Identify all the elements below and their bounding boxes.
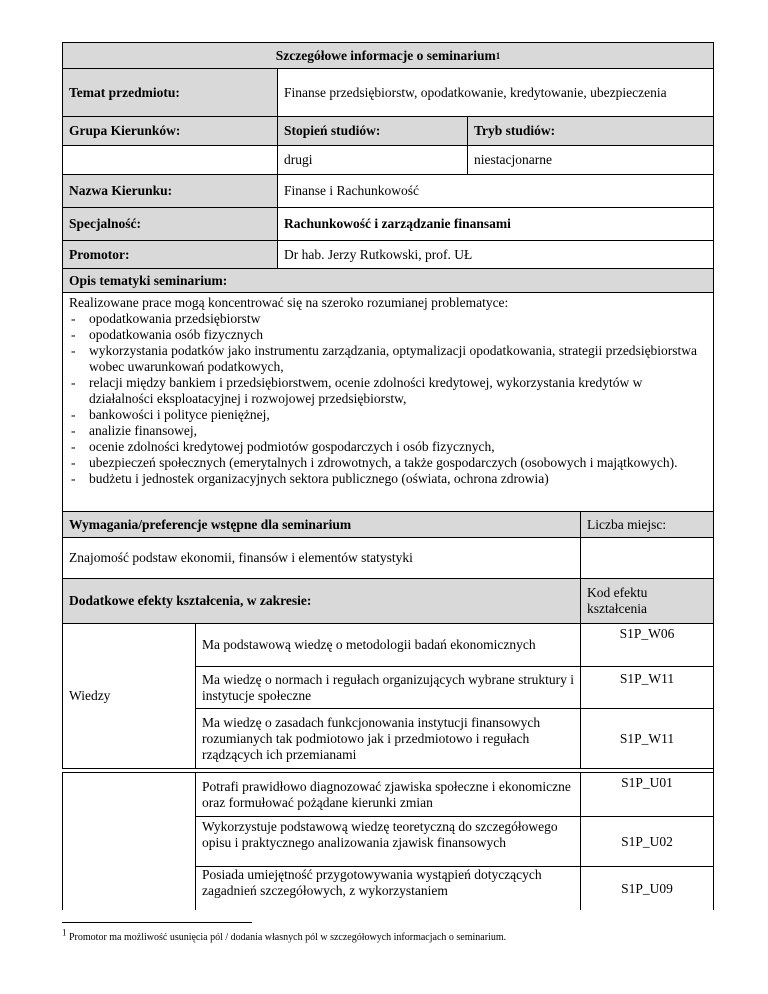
opis-intro: Realizowane prace mogą koncentrować się na szeroko rozumianej problematyce: [69,295,509,310]
wiedza-category-cell [62,623,195,768]
tryb-value-cell [467,145,713,174]
kierunek-label: Nazwa Kierunku: [69,183,173,198]
efekt-code: S1P_W06 [619,626,675,641]
tryb-value: niestacjonarne [474,152,552,167]
tryb-label-cell [467,116,713,145]
temat-label-cell [62,68,277,116]
table-row [195,772,580,816]
wymagania-value: Znajomość podstaw ekonomii, finansów i elementów statystyki [69,550,413,565]
list-item: - opodatkowania osób fizycznych [69,327,707,343]
temat-value-cell [277,68,713,116]
efekty-label-cell [62,578,580,623]
opis-label-cell [62,268,713,292]
specjalnosc-label: Specjalność: [69,216,141,231]
efekt-code: S1P_W11 [619,671,675,686]
table-right-border [713,42,714,910]
grupa-label-cell [62,116,277,145]
wymagania-label: Wymagania/preferencje wstępne dla seminarium [69,516,352,532]
promotor-value-cell [277,240,713,268]
stopien-label-cell [277,116,467,145]
efekt-code: S1P_U01 [621,775,673,790]
footnote-text: Promotor ma możliwość usunięcia pól / dodania własnych pól w szczegółowych informacjach o seminarium. [69,932,507,943]
table-row-code [580,666,713,708]
grupa-empty-cell [62,145,277,174]
wymagania-label-cell [62,511,580,537]
umiejetnosci-category-cell [62,772,195,910]
efekt-code: S1P_U02 [621,833,673,849]
liczba-miejsc-label: Liczba miejsc: [587,516,667,532]
efekty-label: Dodatkowe efekty kształcenia, w zakresie: [69,593,312,608]
table-row-code [580,816,713,866]
footnote [62,927,507,944]
kod-efektu-cell [580,578,713,623]
opis-list [69,311,707,487]
stopien-value: drugi [284,152,313,167]
list-item: - wykorzystania podatków jako instrumentu zarządzania, optymalizacji opodatkowania, strategii przedsiębiorstwa wobec uwarunkowań podatkowych, [69,343,707,375]
kod-efektu-label: Kod efektu kształcenia [587,585,648,616]
efekt-text: Wykorzystuje podstawową wiedzę teoretyczną do szczegółowego opisu i praktycznego analizowania zjawisk finansowych [202,819,558,850]
kierunek-label-cell [62,174,277,207]
stopien-label: Stopień studiów: [284,123,381,138]
list-item: - opodatkowania przedsiębiorstw [69,311,707,327]
kierunek-value-cell [277,174,713,207]
efekt-code: S1P_U09 [621,881,673,896]
table-row [195,816,580,866]
efekt-text: Ma podstawową wiedzę o metodologii badań ekonomicznych [202,637,536,652]
table-row-code [580,772,713,816]
opis-label: Opis tematyki seminarium: [69,273,228,288]
specjalnosc-value-cell [277,207,713,240]
promotor-label-cell [62,240,277,268]
table-row-code [580,866,713,910]
wymagania-value-cell [62,537,580,578]
wiedza-label: Wiedzy [69,688,111,703]
table-title: Szczegółowe informacje o seminarium [275,47,496,63]
table-row [195,623,580,666]
table-row [195,666,580,708]
efekt-text: Ma wiedzę o normach i regułach organizujących wybrane struktury i instytucje społeczne [202,671,574,703]
promotor-label: Promotor: [69,246,130,262]
kierunek-value: Finanse i Rachunkowość [284,183,419,198]
list-item: - budżetu i jednostek organizacyjnych sektora publicznego (oświata, ochrona zdrowia) [69,471,707,487]
efekt-text: Posiada umiejętność przygotowywania wystąpień dotyczących zagadnień szczegółowych, z wykorzystaniem [202,867,542,898]
wiedza-bottom-border [62,768,714,769]
stopien-value-cell [277,145,467,174]
efekt-code: S1P_W11 [619,730,675,746]
table-row [195,866,580,910]
specjalnosc-label-cell [62,207,277,240]
list-item: - ocenie zdolności kredytowej podmiotów gospodarczych i osób fizycznych, [69,439,707,455]
list-item: - analizie finansowej, [69,423,707,439]
footnote-divider [62,922,252,923]
list-item: - ubezpieczeń społecznych (emerytalnych i zdrowotnych, a także gospodarczych (osobowych i majątkowych). [69,455,707,471]
table-row [195,708,580,768]
opis-content-cell [62,292,713,511]
table-row-code [580,623,713,666]
grupa-label: Grupa Kierunków: [69,123,181,138]
efekt-text: Potrafi prawidłowo diagnozować zjawiska społeczne i ekonomiczne oraz formułować pożądane kierunki zmian [202,778,571,810]
promotor-value: Dr hab. Jerzy Rutkowski, prof. UŁ [284,246,473,262]
temat-value: Finanse przedsiębiorstw, opodatkowanie, kredytowanie, ubezpieczenia [284,84,667,100]
list-item: - relacji między bankiem i przedsiębiorstwem, ocenie zdolności kredytowej, wykorzystania kredytów w działalności eksploatacyjnej i rozwojowej przedsiębiorstw, [69,375,707,407]
table-row-code [580,708,713,768]
liczba-miejsc-value-cell [580,537,713,578]
temat-label: Temat przedmiotu: [69,84,180,100]
specjalnosc-value: Rachunkowość i zarządzanie finansami [284,216,511,231]
list-item: - bankowości i polityce pieniężnej, [69,407,707,423]
liczba-miejsc-cell [580,511,713,537]
table-header: Szczegółowe informacje o seminarium 1 [62,42,713,68]
tryb-label: Tryb studiów: [474,123,556,138]
footnote-mark: 1 [62,927,67,938]
efekt-text: Ma wiedzę o zasadach funkcjonowania instytucji finansowych rozumianych tak podmiotowo jak i przedmiotowo i regułach rządzących ich przemianami [202,714,541,762]
